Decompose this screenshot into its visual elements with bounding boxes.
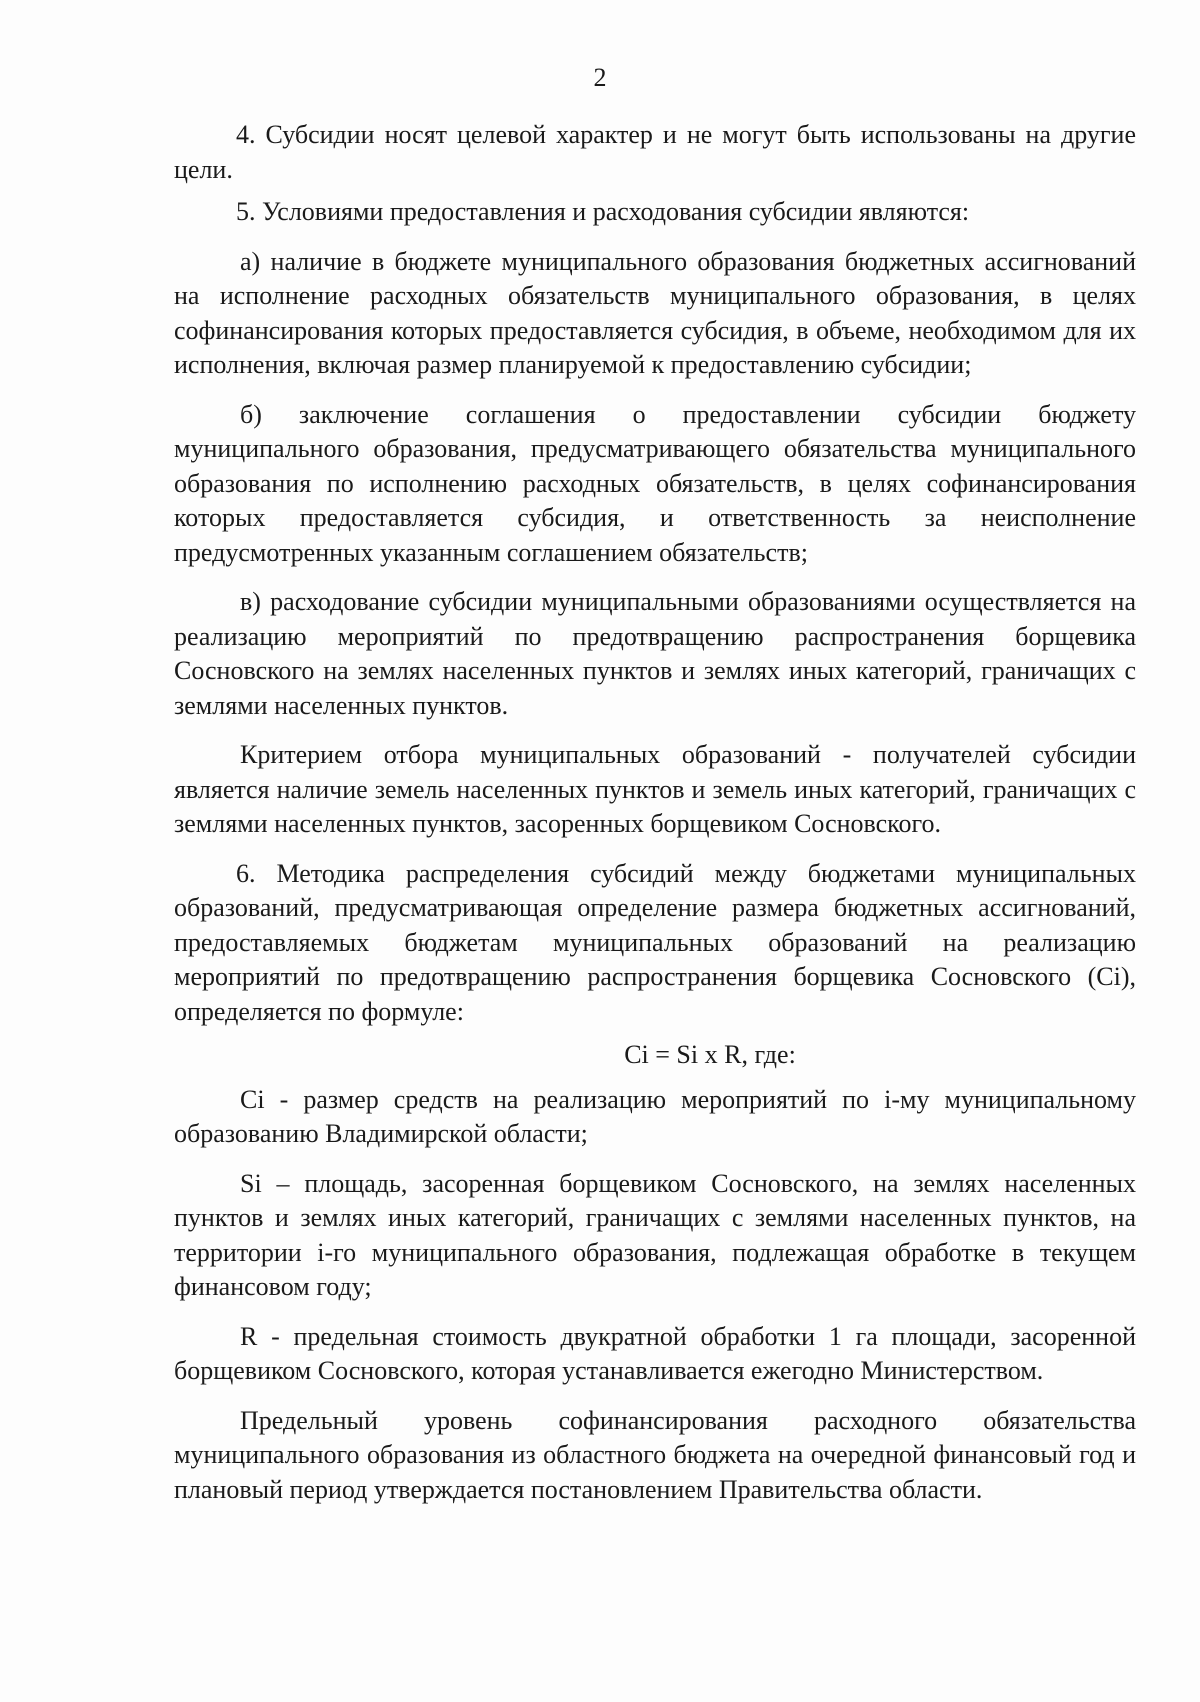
paragraph-5b: б) заключение соглашения о предоставлении субсидии бюджету муниципального образования, предусматривающего обязательства муниципального образования по исполнению расходных обязательств, в целях софинансирования которых предоставляется субсидия, и ответственность за неисполнение предусмотренных указанным соглашением обязательств; (174, 399, 1136, 567)
page-number: 2 (593, 63, 607, 92)
paragraph-criterion: Критерием отбора муниципальных образований - получателей субсидии является наличие земель населенных пунктов и земель иных категорий, граничащих с землями населенных пунктов, засоренных борщевиком Сосновского. (174, 740, 1136, 838)
formula: Ci = Si x R, где: (624, 1040, 796, 1069)
paragraph-4: 4. Субсидии носят целевой характер и не могут быть использованы на другие цели. (174, 120, 1136, 184)
definition-ci: Ci - размер средств на реализацию мероприятий по i-му муниципальному образованию Владимирской области; (174, 1084, 1136, 1148)
definition-r: R - предельная стоимость двукратной обработки 1 га площади, засоренной борщевиком Сосновского, которая устанавливается ежегодно Министерством. (174, 1321, 1136, 1385)
document-body (174, 118, 1136, 1522)
definition-si: Si – площадь, засоренная борщевиком Сосновского, на землях населенных пунктов и землях иных категорий, граничащих с землями населенных пунктов, на территории i-го муниципального образования, подлежащая обработке в текущем финансовом году; (174, 1168, 1136, 1301)
paragraph-5: 5. Условиями предоставления и расходования субсидии являются: (236, 197, 970, 226)
paragraph-6: 6. Методика распределения субсидий между бюджетами муниципальных образований, предусматривающая определение размера бюджетных ассигнований, предоставляемых бюджетам муниципальных образований на реализацию мероприятий по предотвращению распространения борщевика Сосновского (Ci), определяется по формуле: (174, 858, 1136, 1026)
paragraph-5c: в) расходование субсидии муниципальными образованиями осуществляется на реализацию мероприятий по предотвращению распространения борщевика Сосновского на землях населенных пунктов и землях иных категорий, граничащих с землями населенных пунктов. (174, 587, 1136, 720)
paragraph-5a: а) наличие в бюджете муниципального образования бюджетных ассигнований на исполнение расходных обязательств муниципального образования, в целях софинансирования которых предоставляется субсидия, в объеме, необходимом для их исполнения, включая размер планируемой к предоставлению субсидии; (174, 246, 1136, 379)
paragraph-limit: Предельный уровень софинансирования расходного обязательства муниципального образования из областного бюджета на очередной финансовый год и плановый период утверждается постановлением Правительства области. (174, 1405, 1136, 1504)
